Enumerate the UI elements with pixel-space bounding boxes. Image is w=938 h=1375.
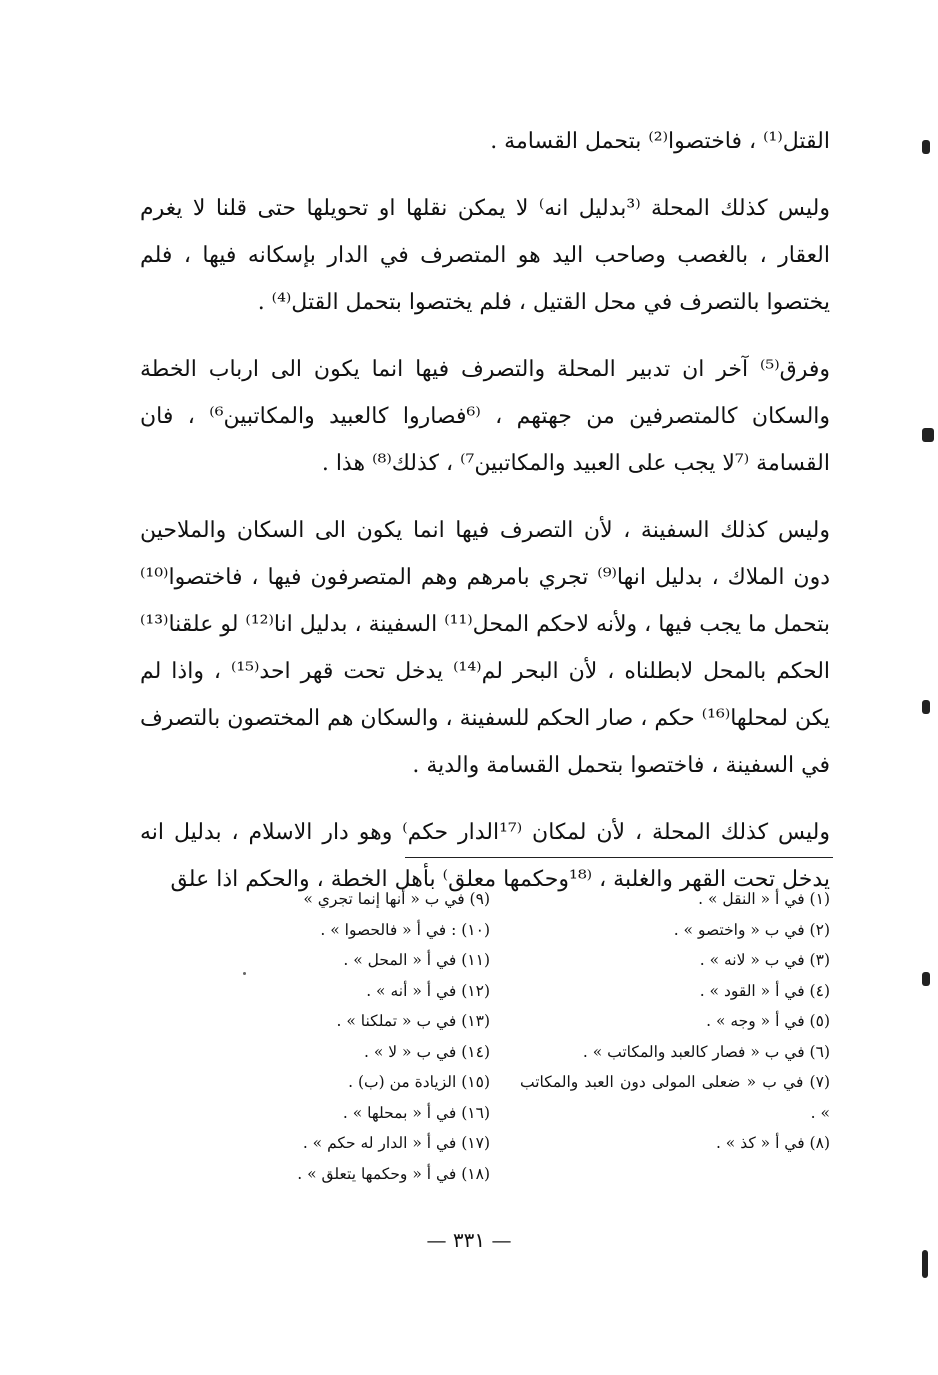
footnote-7: (٧) في ب « ضعلى المولى دون العبد والمكاتب » . [520,1073,830,1122]
paragraph-text: وليس كذلك السفينة ، لأن التصرف فيها انما يكون الى السكان والملاحين دون الملاك ، بدليل انها⁽⁹⁾ تجري بامرهم وهم المتصرفون فيها ، فاختصوا⁽¹⁰⁾ بتحمل ما يجب فيها ، ولأنه لاحكم المحل⁽¹¹⁾ السفينة ، بدليل انا⁽¹²⁾ لو علقنا⁽¹³⁾ الحكم بالمحل لابطلناه ، لأن البحر لم⁽¹⁴⁾ يدخل تحت قهر احد⁽¹⁵⁾ ، واذا لم يكن لمحلها⁽¹⁶⁾ حكم ، صار الحكم للسفينة ، والسكان هم المختصون بالتصرف في السفينة ، فاختصوا بتحمل القسامة والدية . [140,518,831,778]
footnote-1: (١) في أ « النقل » . [698,890,830,908]
footnote-18: (١٨) في أ « وحكمها يتعلق » . [297,1164,490,1183]
scan-edge-mark [922,428,934,442]
footnote-2: (٢) في ب « واختصو » . [673,920,830,939]
footnote-6: (٦) في ب « فصار كالعبد والمكاتب » . [582,1042,830,1061]
footnote-14: (١٤) في ب « لا » . [364,1042,490,1061]
page-number: — ٣٣١ — [426,1228,512,1252]
footnote-12: (١٢) في أ « أنه » . [366,981,490,1000]
footnote-9: (٩) في ب « أنها إنما تجري » [303,890,490,908]
paragraph-3 [140,346,830,487]
footnote-17: (١٧) في أ « الدار له حكم » . [302,1134,490,1152]
footnote-11: (١١) في أ « المحل » . [343,951,490,969]
footnote-5: (٥) في أ « وجه » . [706,1012,830,1030]
paragraph-text: القتل⁽¹⁾ ، فاختصوا⁽²⁾ بتحمل القسامة . [490,129,830,154]
paragraph-text: وليس كذلك المحلة ، لأن لمكان ⁽¹⁷الدار حكم⁾ وهو دار الاسلام ، بدليل انه يدخل تحت القهر والغلبة ، ⁽¹⁸وحكمها معلق⁾ بأهل الخطة ، والحكم اذا علق [140,820,830,892]
paragraph-text: وليس كذلك المحلة ⁽³بدليل انه⁾ لا يمكن نقلها او تحويلها حتى قلنا لا يغرم العقار ، بالغصب وصاحب اليد هو المتصرف في الدار بإسكانه فيها ، فلم يختصوا بالتصرف في محل القتيل ، فلم يختصوا بتحمل القتل⁽⁴⁾ . [140,196,830,315]
paragraph-1 [140,118,830,165]
scan-speck [243,972,246,975]
scan-edge-mark [922,700,930,714]
main-text-body [140,118,830,923]
footnote-divider [405,857,833,858]
footnote-4: (٤) في أ « القود » . [699,981,830,1000]
footnote-3: (٣) في ب « لانه » . [699,951,830,969]
footnote-13: (١٣) في ب « تملكنا » . [336,1012,490,1030]
footnote-15: (١٥) الزيادة من (ب) . [348,1073,490,1091]
scan-edge-mark [922,1250,928,1278]
paragraph-2 [140,185,830,326]
footnote-10: (١٠) : في أ « فالحصوا » . [320,920,490,939]
footnotes-left-column [260,884,490,1189]
paragraph-4 [140,507,830,789]
footnote-8: (٨) في أ « كذ » . [715,1134,830,1152]
footnote-16: (١٦) في أ « بمحلها » . [342,1103,490,1122]
footnotes-right-column [520,884,830,1159]
scan-edge-mark [922,140,930,154]
scan-edge-mark [922,972,930,986]
paragraph-text: وفرق⁽⁵⁾ آخر ان تدبير المحلة والتصرف فيها انما يكون الى ارباب الخطة والسكان كالمتصرفين من جهتهم ، ⁽⁶فصاروا كالعبيد والمكاتبين⁶⁾ ، فان القسامة ⁽⁷لا يجب على العبيد والمكاتبين⁷⁾ ، كذلك⁽⁸⁾ هذا . [140,357,831,476]
